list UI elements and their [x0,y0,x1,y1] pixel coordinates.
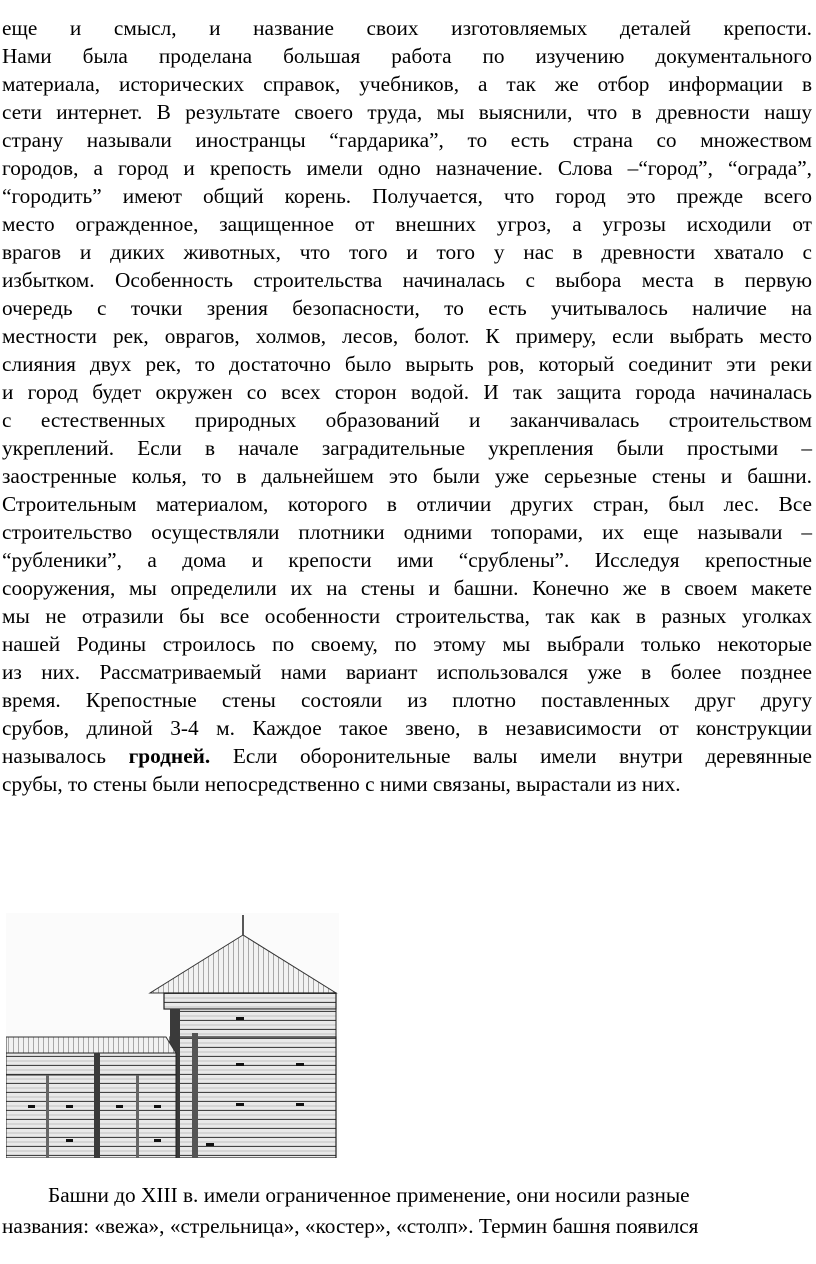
fortress-wall-tower-illustration [6,913,339,1158]
text-line-9: врагов и диких животных, что того и того у нас в древности хватало с [2,240,812,264]
text-line-1: еще и смысл, и название своих изготовляемых деталей крепости. [2,16,812,40]
text-line-12: местности рек, оврагов, холмов, лесов, болот. К примеру, если выбрать место [2,324,812,348]
text-line-27 [2,742,812,770]
text-line-26: срубов, длиной 3-4 м. Каждое такое звено, в независимости от конструкции [2,716,812,740]
text-line-7: “городить” имеют общий корень. Получается, что город это прежде всего [2,184,812,208]
text-line-4: сети интернет. В результате своего труда, мы выяснили, что в древности нашу [2,100,812,124]
text-fragment: называлось [2,744,129,768]
text-line-8: место огражденное, защищенное от внешних угроз, а угрозы исходили от [2,212,812,236]
text-line-23: нашей Родины строилось по своему, по этому мы выбрали только некоторые [2,632,812,656]
text-line-21: сооружения, мы определили их на стены и башни. Конечно же в своем макете [2,576,812,600]
text-line-6: городов, а город и крепость имели одно назначение. Слова –“город”, “ограда”, [2,156,812,180]
text-line-14: и город будет окружен со всех сторон водой. И так защита города начиналась [2,380,812,404]
text-line-5: страну называли иностранцы “гардарика”, то есть страна со множеством [2,128,812,152]
caption-line-2: названия: «вежа», «стрельница», «костер», «столп». Термин башня появился [2,1214,699,1238]
text-line-22: мы не отразили бы все особенности строительства, так как в разных уголках [2,604,812,628]
text-line-11: очередь с точки зрения безопасности, то есть учитывалось наличие на [2,296,812,320]
text-line-10: избытком. Особенность строительства начиналась с выбора места в первую [2,268,812,292]
text-line-15: с естественных природных образований и заканчивалась строительством [2,408,812,432]
text-line-25: время. Крепостные стены состояли из плотно поставленных друг другу [2,688,812,712]
bold-term: гродней. [128,744,211,768]
text-line-24: из них. Рассматриваемый нами вариант использовался уже в более позднее [2,660,812,684]
text-fragment: Если оборонительные валы имели внутри деревянные [210,744,812,768]
text-line-17: заостренные колья, то в дальнейшем это были уже серьезные стены и башни. [2,464,812,488]
caption-line-1: Башни до XIII в. имели ограниченное применение, они носили разные [48,1183,690,1207]
text-line-16: укреплений. Если в начале заградительные укрепления были простыми – [2,436,812,460]
text-line-18: Строительным материалом, которого в отличии других стран, был лес. Все [2,492,812,516]
fortress-drawing [6,913,339,1158]
text-line-20: “рубленики”, а дома и крепости ими “срублены”. Исследуя крепостные [2,548,812,572]
text-line-2: Нами была проделана большая работа по изучению документального [2,44,812,68]
text-line-13: слияния двух рек, то достаточно было вырыть ров, который соединит эти реки [2,352,812,376]
text-line-19: строительство осуществляли плотники одними топорами, их еще называли – [2,520,812,544]
text-line-3: материала, исторических справок, учебников, а так же отбор информации в [2,72,812,96]
text-line-28: срубы, то стены были непосредственно с ними связаны, вырастали из них. [2,772,681,796]
